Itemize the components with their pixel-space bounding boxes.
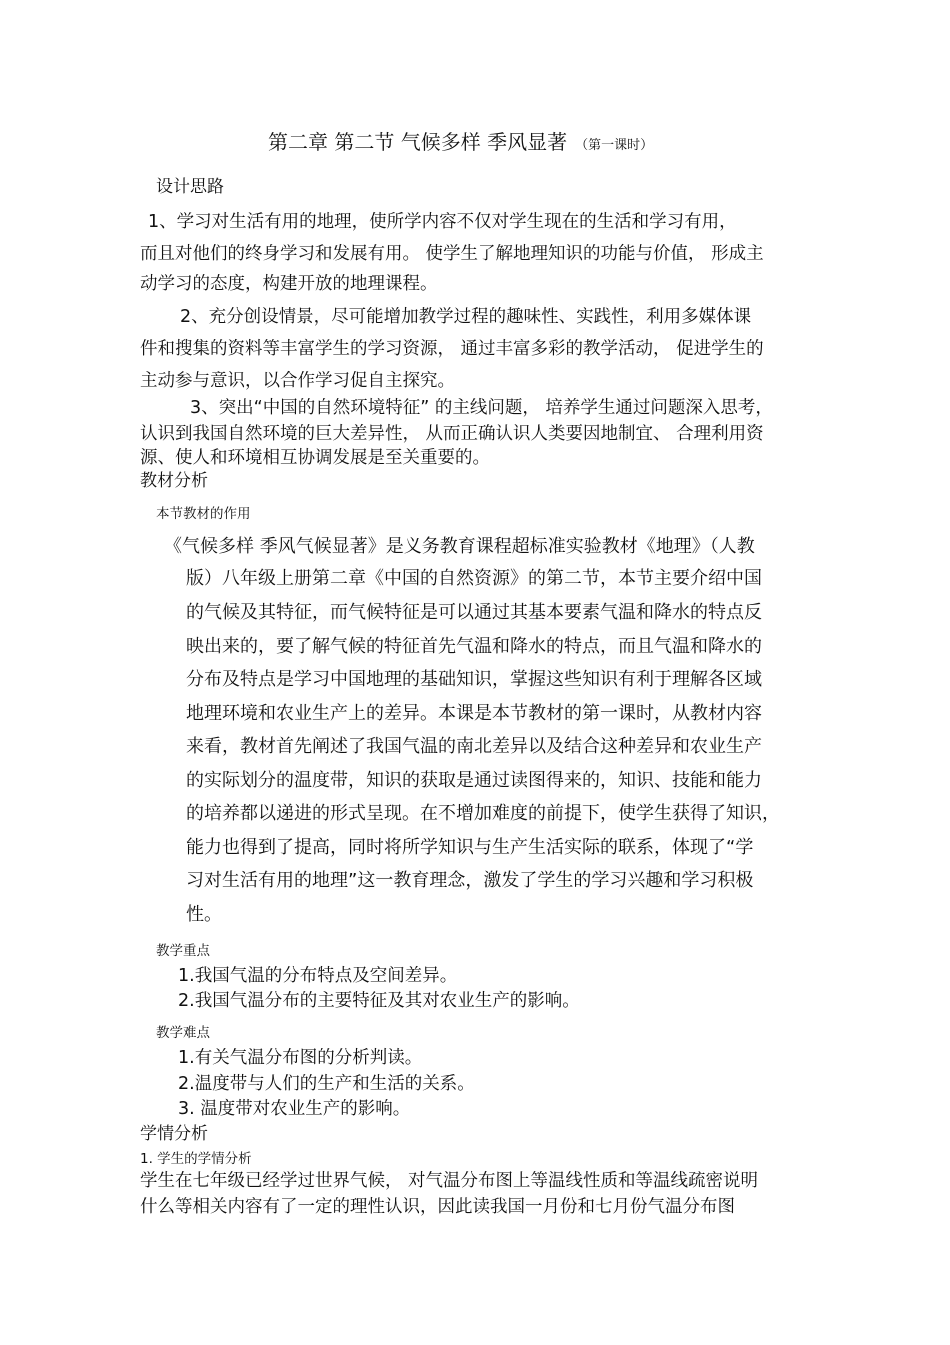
students-line-1: 学生在七年级已经学过世界气候， 对气温分布图上等温线性质和等温线疏密说明: [140, 1171, 759, 1191]
textbook-line-6: 地理环境和农业生产上的差异。本课是本节教材的第一课时，从教材内容: [186, 703, 762, 724]
students-subheading: 1. 学生的学情分析: [140, 1151, 252, 1167]
textbook-line-1: 《气候多样 季风气候显著》是义务教育课程超标准实验教材《地理》（人教: [164, 536, 755, 557]
design-p2-line1: 2、充分创设情景，尽可能增加教学过程的趣味性、实践性，利用多媒体课: [180, 307, 752, 327]
textbook-line-3: 的气候及其特征，而气候特征是可以通过其基本要素气温和降水的特点反: [186, 602, 762, 623]
textbook-subheading: 本节教材的作用: [156, 506, 251, 522]
difficult-point-1: 1.有关气温分布图的分析判读。: [178, 1048, 423, 1068]
students-line-2: 什么等相关内容有了一定的理性认识，因此读我国一月份和七月份气温分布图: [140, 1197, 735, 1217]
textbook-line-10: 能力也得到了提高，同时将所学知识与生产生活实际的联系，体现了“学: [186, 837, 754, 858]
textbook-line-5: 分布及特点是学习中国地理的基础知识，掌握这些知识有利于理解各区域: [186, 669, 762, 690]
difficult-point-3: 3. 温度带对农业生产的影响。: [178, 1099, 411, 1119]
textbook-line-11: 习对生活有用的地理”这一教育理念，激发了学生的学习兴趣和学习积极: [186, 870, 754, 891]
key-point-2: 2.我国气温分布的主要特征及其对农业生产的影响。: [178, 991, 580, 1011]
design-p1-line1: 1、学习对生活有用的地理，使所学内容不仅对学生现在的生活和学习有用，: [148, 212, 737, 232]
page-title: [268, 131, 653, 157]
design-p3-line1: 3、突出“中国的自然环境特征” 的主线问题， 培养学生通过问题深入思考，: [190, 398, 773, 418]
textbook-line-4: 映出来的，要了解气候的特征首先气温和降水的特点，而且气温和降水的: [186, 636, 762, 657]
textbook-line-12: 性。: [186, 904, 222, 925]
design-p1-line2: 而且对他们的终身学习和发展有用。 使学生了解地理知识的功能与价值， 形成主: [140, 244, 764, 264]
key-points-heading: 教学重点: [156, 943, 210, 959]
design-heading: 设计思路: [156, 177, 224, 197]
design-p2-line3: 主动参与意识，以合作学习促自主探究。: [140, 371, 455, 391]
difficult-points-heading: 教学难点: [156, 1025, 210, 1041]
difficult-point-2: 2.温度带与人们的生产和生活的关系。: [178, 1074, 475, 1094]
textbook-line-9: 的培养都以递进的形式呈现。在不增加难度的前提下，使学生获得了知识，: [186, 803, 780, 824]
design-p2-line2: 件和搜集的资料等丰富学生的学习资源， 通过丰富多彩的教学活动， 促进学生的: [140, 339, 764, 359]
textbook-heading: 教材分析: [140, 471, 208, 491]
key-point-1: 1.我国气温的分布特点及空间差异。: [178, 966, 458, 986]
design-p1-line3: 动学习的态度，构建开放的地理课程。: [140, 274, 438, 294]
textbook-line-2: 版）八年级上册第二章《中国的自然资源》的第二节，本节主要介绍中国: [186, 568, 762, 589]
textbook-line-8: 的实际划分的温度带，知识的获取是通过读图得来的，知识、技能和能力: [186, 770, 762, 791]
title-main: 第二章 第二节 气候多样 季风显著: [268, 130, 568, 154]
textbook-line-7: 来看，教材首先阐述了我国气温的南北差异以及结合这种差异和农业生产: [186, 736, 762, 757]
title-subtitle: （第一课时）: [575, 138, 654, 153]
design-p3-line3: 源、使人和环境相互协调发展是至关重要的。: [140, 448, 490, 468]
design-p3-line2: 认识到我国自然环境的巨大差异性， 从而正确认识人类要因地制宜、 合理利用资: [140, 424, 764, 444]
students-heading: 学情分析: [140, 1124, 208, 1144]
